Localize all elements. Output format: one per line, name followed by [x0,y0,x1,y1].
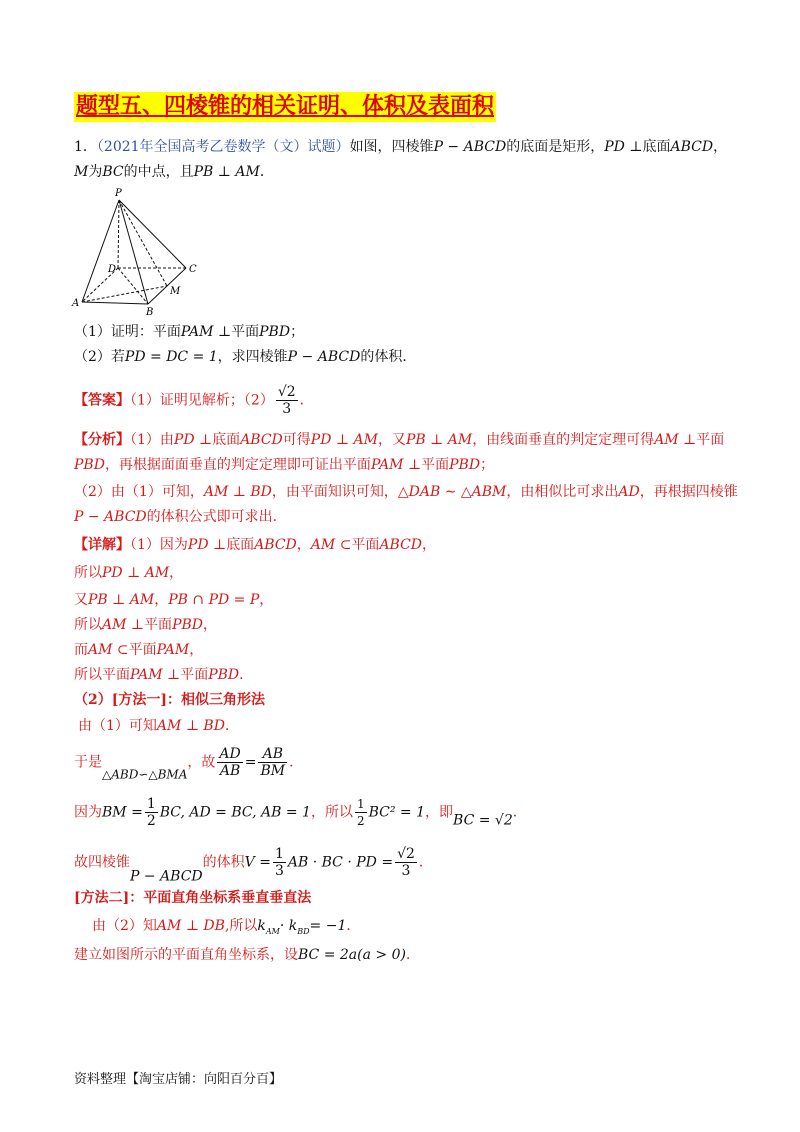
denominator: AB [219,763,241,779]
text: 的体积 [202,854,245,871]
text: 平面 [180,667,209,683]
text: （2）由（1）可知， [74,484,204,500]
math: BC = √2 [453,812,513,829]
method2-line-1 [92,916,360,942]
math: P − ABCD [287,349,361,365]
text: 的体积． [360,349,417,365]
math: ABCD [240,432,283,448]
math: PAM [156,642,190,658]
text: ． [299,392,314,409]
text: 平面 [351,537,380,553]
math: PB ⊥ AM [88,592,155,608]
question-text: 如图，四棱锥 [349,139,434,155]
text: ,所以 [224,918,258,934]
analysis-line-4 [74,507,287,527]
detail-line-6 [74,665,253,685]
math: PB ∩ PD = P [168,592,260,608]
text: ，再根据面面垂直的判定定理即可证出平面 [104,457,371,473]
text: ； [480,457,495,473]
math: k [257,918,266,934]
pyramid-figure [70,186,205,316]
text: 的体积公式即可求出． [146,509,287,525]
text: 平面 [421,457,450,473]
denominator: BM [260,763,286,779]
numerator: AD [219,746,241,762]
label-c: C [189,264,197,275]
fraction [395,846,417,879]
math: PBD [259,324,291,340]
subquestion-1 [74,322,304,342]
math: AD [618,484,640,500]
text: ． [346,918,361,934]
math: = −1 [309,918,347,934]
text: 所以平面 [74,667,130,683]
text: （2）若 [74,349,125,365]
detail-label: 【详解】 [74,537,130,553]
method1-line-4 [74,846,433,887]
text: ， [189,642,204,658]
label-d: D [108,264,117,275]
label-m: M [170,286,181,297]
math: PD ⊥ [173,432,213,448]
math: BC, AD = BC, AB = 1 [159,804,311,821]
denominator: 2 [356,814,365,828]
math: BM = [102,804,143,821]
question-text: ， [713,139,728,155]
text: ， [203,617,217,633]
text: 又 [74,592,88,608]
math: △ABD∽△BMA [102,767,188,782]
text: ，由相似比可求出 [506,484,619,500]
text: ，再根据四棱锥 [639,484,738,500]
math: M [74,164,89,180]
math: AB · BC · PD = [287,854,394,871]
method1-line-2 [74,746,303,785]
denominator: 3 [401,863,411,879]
math: AM ⊂ [88,642,129,658]
text: 因为 [74,804,102,821]
text: ， [296,537,311,553]
subscript: AM [265,926,280,936]
text: ，又 [377,432,406,448]
math: AM ⊥ [654,432,697,448]
analysis-line-2 [74,455,494,475]
math: P − ABCD [433,139,507,155]
math: ABCD [379,537,423,553]
math: AM ⊂ [310,537,352,553]
math: PD ⊥ [604,139,643,155]
question-text: 的底面是矩形， [506,139,605,155]
edge-am [82,286,167,302]
question-line-1 [74,137,727,157]
math: BC² = 1 [368,804,426,821]
edge-db [118,268,148,304]
detail-line-5 [74,640,203,660]
text: ． [224,718,239,734]
footer-text: 资料整理【淘宝店铺：向阳百分百】 [74,1072,283,1087]
math: PBD [74,457,105,473]
text: ． [405,947,420,963]
math: PBD [172,617,203,633]
math: ABCD [254,537,297,553]
question-text: 的中点，且 [123,164,194,180]
numerator: 1 [274,846,284,862]
math: PD ⊥ AM [102,565,170,581]
math: PAM ⊥ [180,324,232,340]
math: PD ⊥ [187,537,227,553]
text: 平面 [696,432,725,448]
math: AM ⊥ BD [156,718,225,734]
text: ，所以 [310,804,353,821]
edge-pm [119,200,167,286]
answer-label: 【答案】 [74,392,130,409]
text: 故四棱锥 [74,854,130,871]
math: AM ⊥ BD [203,484,272,500]
math: PD ⊥ AM [310,432,378,448]
math: V = [244,854,271,871]
equals: = [244,754,257,771]
text: 平面 [144,617,173,633]
math: PBD [449,457,481,473]
method2-line-2 [74,945,420,965]
text: ， [169,565,184,581]
analysis-line-3 [74,482,738,502]
edge-pc [119,200,186,268]
fraction [355,796,367,829]
edge-pa [82,200,119,302]
text: 平面 [128,642,157,658]
text: 底面 [212,432,241,448]
method2-heading: [方法二]：平面直角坐标系垂直垂直法 [74,890,312,906]
method1-line-3 [74,796,527,831]
detail-line-3 [74,590,273,610]
question-number: 1． [74,139,97,155]
label-p: P [115,188,122,199]
math: △DAB ∼ △ABM [397,484,507,500]
subquestion-2 [74,347,416,367]
math: · k [279,918,298,934]
math: P − ABCD [74,509,147,525]
text: 由（2）知 [92,918,157,934]
text: ，求四棱锥 [217,349,288,365]
fraction [258,746,287,779]
text: 底面 [226,537,255,553]
numerator: √2 [277,384,296,400]
math: PB ⊥ AM [193,164,260,180]
text: （1）证明：平面 [74,324,181,340]
label-b: B [146,307,154,316]
math: BC [102,164,124,180]
edge-pb [119,200,148,304]
text: （1）由 [130,432,174,448]
text: ． [239,667,254,683]
method1-heading: （2）[方法一]：相似三角形法 [74,692,265,708]
text: ； [290,324,305,340]
section-title: 题型五、四棱锥的相关证明、体积及表面积 [74,92,496,122]
detail-line-4 [74,615,217,635]
fraction [273,846,286,879]
text: 平面 [231,324,260,340]
numerator: 1 [356,797,365,811]
fraction [276,384,298,417]
numerator: √2 [397,846,415,862]
text: 所以 [74,617,102,633]
text: ， [259,592,274,608]
text: 于是 [74,754,102,771]
method1-line-1 [78,716,239,736]
analysis-label: 【分析】 [74,432,130,448]
question-line-2 [74,162,274,182]
numerator: AB [258,746,287,763]
math: AM ⊥ DB [156,918,225,934]
detail-line-2 [74,563,183,583]
math: PAM ⊥ [130,667,181,683]
question-text: 为 [88,164,103,180]
math: PB ⊥ AM [405,432,473,448]
math: PAM ⊥ [370,457,422,473]
question-source: （2021年全国高考乙卷数学（文）试题） [96,139,350,155]
math: PBD [208,667,240,683]
math: BC = 2a(a > 0) [298,947,406,963]
text: 由（1）可知 [78,718,157,734]
text: （1）因为 [130,537,188,553]
edge-pd [118,200,119,268]
text: ． [418,854,433,871]
denominator: 3 [274,863,284,879]
text: ． [289,754,304,771]
text: ，由平面知识可知， [271,484,398,500]
denominator: 2 [146,813,156,829]
label-a: A [72,298,80,309]
math: PD = DC = 1 [124,349,218,365]
question-text: ． [259,164,274,180]
text: ． [512,804,527,821]
subscript: BD [297,926,310,936]
numerator: 1 [146,796,156,812]
answer-line [74,384,314,417]
math: ABCD [670,139,714,155]
text: ，即 [425,804,454,821]
text: 建立如图所示的平面直角坐标系，设 [74,947,298,963]
text: ， [422,537,437,553]
detail-line-1 [74,535,436,555]
fraction [145,796,158,829]
text: ， [154,592,169,608]
text: （1）证明见解析；（2） [130,392,274,409]
question-text: 底面 [642,139,671,155]
analysis-line-1 [74,430,724,450]
text: 可得 [282,432,311,448]
text: ，故 [187,754,216,771]
edge-ab [82,302,148,304]
denominator: 3 [282,401,292,417]
math: P − ABCD [130,868,203,885]
math: AM ⊥ [102,617,145,633]
fraction [217,746,242,779]
text: ，由线面垂直的判定定理可得 [472,432,655,448]
text: 所以 [74,565,102,581]
text: 而 [74,642,88,658]
